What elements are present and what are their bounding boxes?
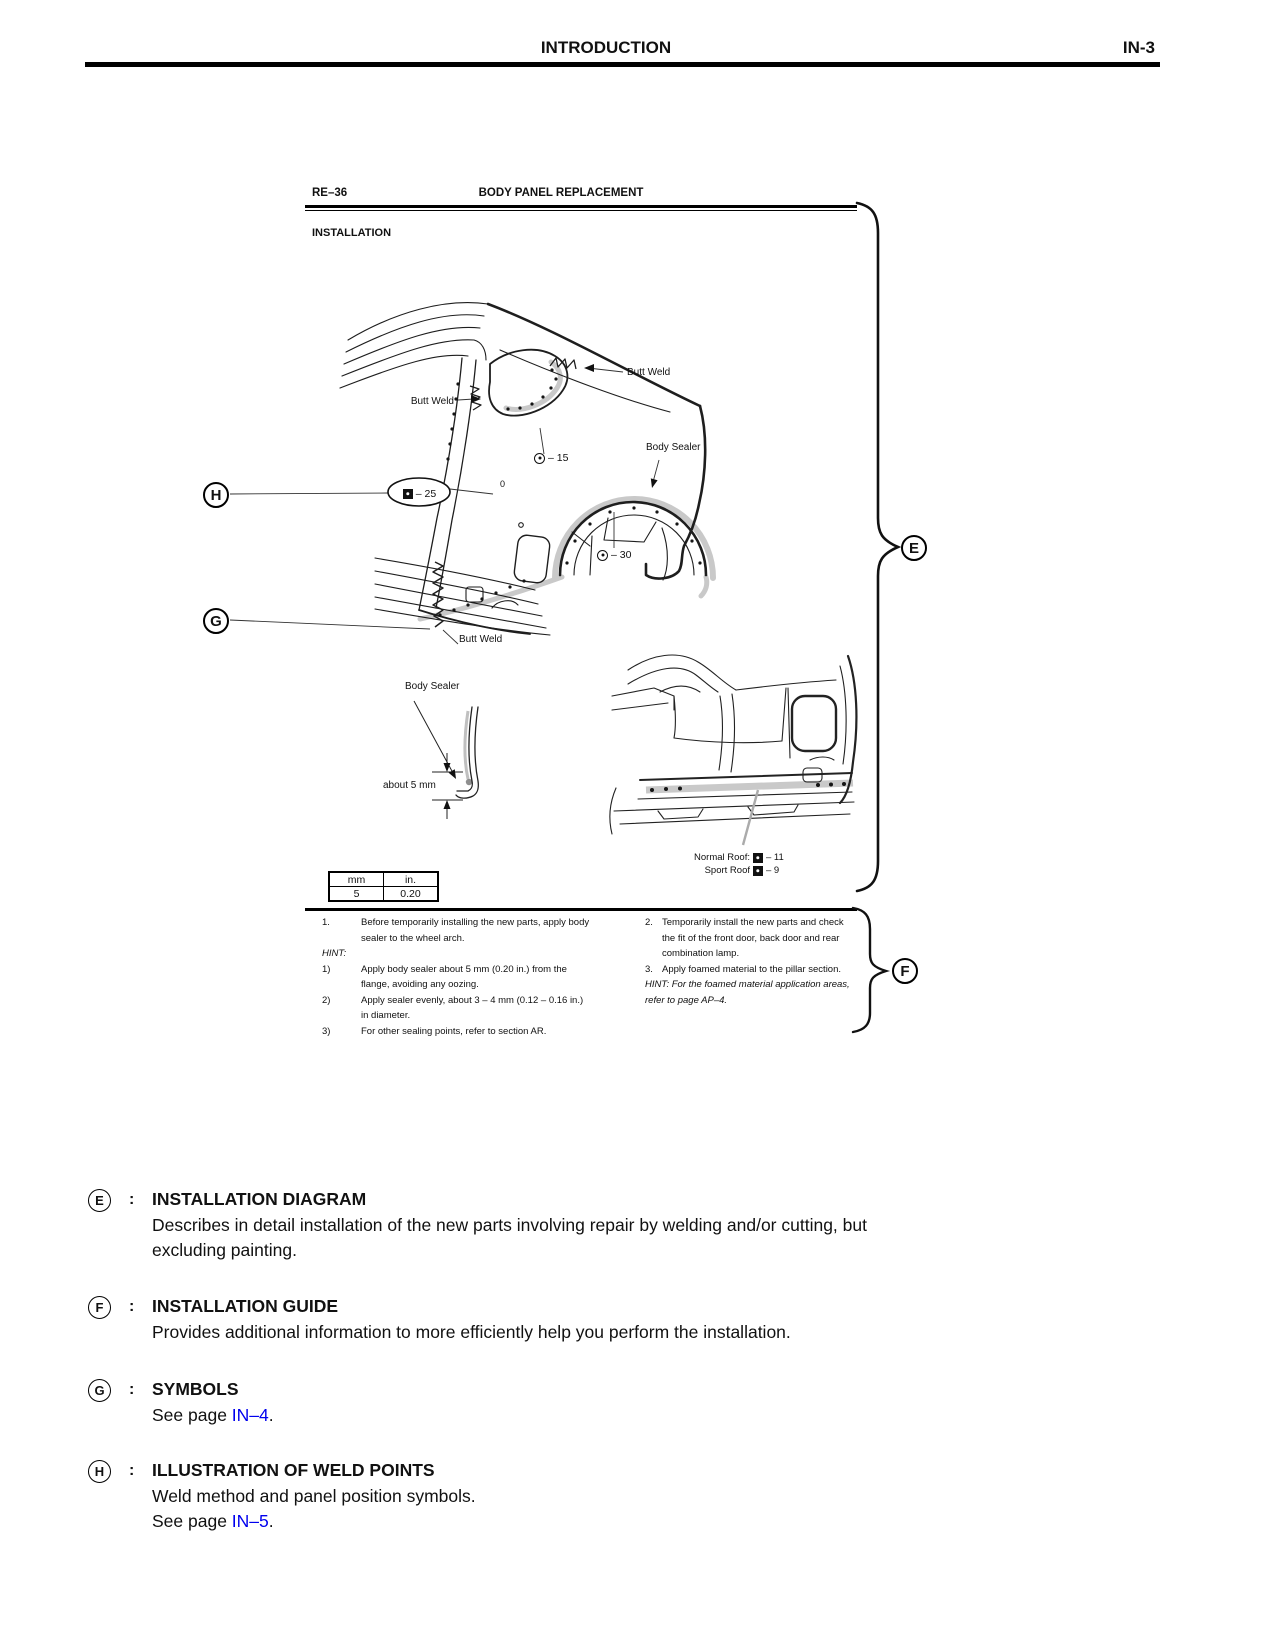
about-5mm-label: about 5 mm bbox=[383, 780, 436, 791]
butt-weld-top-label: Butt Weld bbox=[627, 367, 671, 378]
circle-weld-symbol-icon bbox=[597, 550, 608, 561]
subitem-text: Apply sealer evenly, about 3 – 4 mm (0.12 – 0.16 in.) in diameter. bbox=[361, 994, 584, 1021]
see-page-period: . bbox=[268, 1405, 274, 1425]
item-text: Before temporarily installing the new parts, apply body sealer to the wheel arch. bbox=[361, 917, 590, 944]
weld-count-25-value: – 25 bbox=[415, 488, 437, 500]
page-title: INTRODUCTION bbox=[540, 38, 672, 57]
instruction-item bbox=[322, 915, 590, 946]
value-mm: 5 bbox=[329, 887, 384, 902]
value-in: 0.20 bbox=[384, 887, 439, 902]
body-sealer-upper-label: Body Sealer bbox=[646, 442, 701, 453]
legend-e-title: INSTALLATION DIAGRAM bbox=[152, 1189, 367, 1209]
butt-weld-left-label: Butt Weld bbox=[410, 396, 454, 407]
legend-h-line1: Weld method and panel position symbols. bbox=[152, 1486, 476, 1506]
subitem-text: Apply body sealer about 5 mm (0.20 in.) from the flange, avoiding any oozing. bbox=[361, 963, 567, 990]
item-number: 1. bbox=[322, 917, 330, 928]
hint-paragraph: HINT: For the foamed material application areas, refer to page AP–4. bbox=[645, 979, 850, 1006]
page-link-in4[interactable]: IN–4 bbox=[231, 1405, 269, 1425]
inner-header-rule-thick bbox=[305, 205, 857, 208]
item-text: Temporarily install the new parts and check the fit of the front door, back door and rear combination lamp. bbox=[662, 917, 844, 959]
butt-weld-zigzags bbox=[433, 358, 576, 627]
legend-f-title: INSTALLATION GUIDE bbox=[152, 1296, 339, 1316]
header-rule bbox=[85, 62, 1160, 67]
callout-g-circle: G bbox=[203, 608, 229, 634]
legend-h-see-line bbox=[152, 1511, 274, 1532]
body-sealer-flange-label: Body Sealer bbox=[405, 681, 460, 692]
legend-f-circle: F bbox=[88, 1296, 111, 1319]
weld-count-15 bbox=[534, 452, 568, 464]
instructions-right-column bbox=[645, 915, 858, 1008]
item-number: 3. bbox=[645, 963, 653, 975]
see-page-text: See page bbox=[152, 1405, 232, 1425]
legend-colon: : bbox=[129, 1462, 135, 1479]
arrowheads bbox=[471, 364, 658, 488]
table-header-row bbox=[329, 872, 438, 887]
instruction-subitem bbox=[322, 993, 590, 1024]
callout-f-circle: F bbox=[892, 958, 918, 984]
instructions-divider-rule bbox=[305, 908, 857, 911]
roof-sealer-labels bbox=[652, 851, 792, 877]
instruction-item bbox=[645, 962, 858, 978]
weld-count-25 bbox=[397, 488, 442, 500]
butt-weld-bottom-label: Butt Weld bbox=[459, 634, 503, 645]
instructions-left-column bbox=[322, 915, 590, 1039]
leader-lines bbox=[230, 368, 659, 644]
weld-count-30 bbox=[597, 549, 631, 561]
normal-roof-label: Normal Roof: bbox=[694, 852, 750, 863]
dimension-lines bbox=[414, 701, 463, 819]
legend-colon: : bbox=[129, 1381, 135, 1398]
units-conversion-table bbox=[328, 871, 439, 902]
normal-roof-line bbox=[652, 851, 792, 864]
normal-roof-count: – 11 bbox=[766, 852, 784, 863]
page-number: IN-3 bbox=[1122, 38, 1155, 57]
legend-e-circle: E bbox=[88, 1189, 111, 1212]
legend-colon: : bbox=[129, 1191, 135, 1208]
instruction-item bbox=[645, 915, 858, 962]
subitem-number: 2) bbox=[322, 994, 331, 1006]
quarter-panel-diagram bbox=[200, 278, 880, 678]
instruction-subitem bbox=[322, 962, 590, 993]
callout-h-circle: H bbox=[203, 482, 229, 508]
col-header-in: in. bbox=[384, 872, 439, 887]
installation-diagram-brace bbox=[845, 198, 909, 898]
table-value-row bbox=[329, 887, 438, 902]
see-page-text: See page bbox=[152, 1511, 232, 1531]
circle-weld-symbol-icon bbox=[534, 453, 545, 464]
legend-h-title: ILLUSTRATION OF WELD POINTS bbox=[152, 1460, 435, 1480]
inner-header-rule-thin bbox=[305, 210, 857, 211]
square-weld-symbol-icon bbox=[403, 489, 413, 499]
panel-line-art bbox=[340, 303, 706, 635]
see-page-period: . bbox=[268, 1511, 274, 1531]
panel-mark-label: 0 bbox=[500, 479, 506, 489]
legend-h-circle: H bbox=[88, 1460, 111, 1483]
col-header-mm: mm bbox=[329, 872, 384, 887]
inner-page-title: BODY PANEL REPLACEMENT bbox=[478, 187, 644, 199]
subitem-text: For other sealing points, refer to section AR. bbox=[361, 1025, 547, 1037]
inner-section-title: INSTALLATION bbox=[312, 227, 392, 239]
sealer-leader-line bbox=[743, 790, 758, 845]
callout-e-circle: E bbox=[901, 535, 927, 561]
legend-e-line2: excluding painting. bbox=[152, 1240, 297, 1260]
hint-label: HINT: bbox=[322, 948, 347, 959]
legend-g-circle: G bbox=[88, 1379, 111, 1402]
legend-f-line1: Provides additional information to more efficiently help you perform the installation. bbox=[152, 1322, 791, 1342]
weld-count-15-value: – 15 bbox=[548, 452, 569, 464]
subitem-number: 1) bbox=[322, 963, 331, 975]
legend-colon: : bbox=[129, 1298, 135, 1315]
weld-count-30-value: – 30 bbox=[611, 549, 632, 561]
inner-page-ref: RE–36 bbox=[312, 187, 348, 199]
sport-roof-count: – 9 bbox=[766, 865, 780, 876]
legend-g-title: SYMBOLS bbox=[152, 1379, 239, 1399]
rocker-panel-detail bbox=[600, 640, 870, 855]
subitem-number: 3) bbox=[322, 1025, 331, 1037]
square-weld-symbol-icon bbox=[753, 853, 763, 863]
legend-e-line1: Describes in detail installation of the new parts involving repair by welding and/or cutting, but bbox=[152, 1215, 867, 1235]
item-number: 2. bbox=[645, 917, 653, 928]
legend-g-see-line bbox=[152, 1405, 274, 1426]
page-link-in5[interactable]: IN–5 bbox=[231, 1511, 269, 1531]
instruction-subitem bbox=[322, 1024, 590, 1040]
sport-roof-line bbox=[652, 864, 792, 877]
item-text: Apply foamed material to the pillar section. bbox=[662, 963, 842, 975]
square-weld-symbol-icon bbox=[753, 866, 763, 876]
sport-roof-label: Sport Roof bbox=[704, 865, 750, 876]
